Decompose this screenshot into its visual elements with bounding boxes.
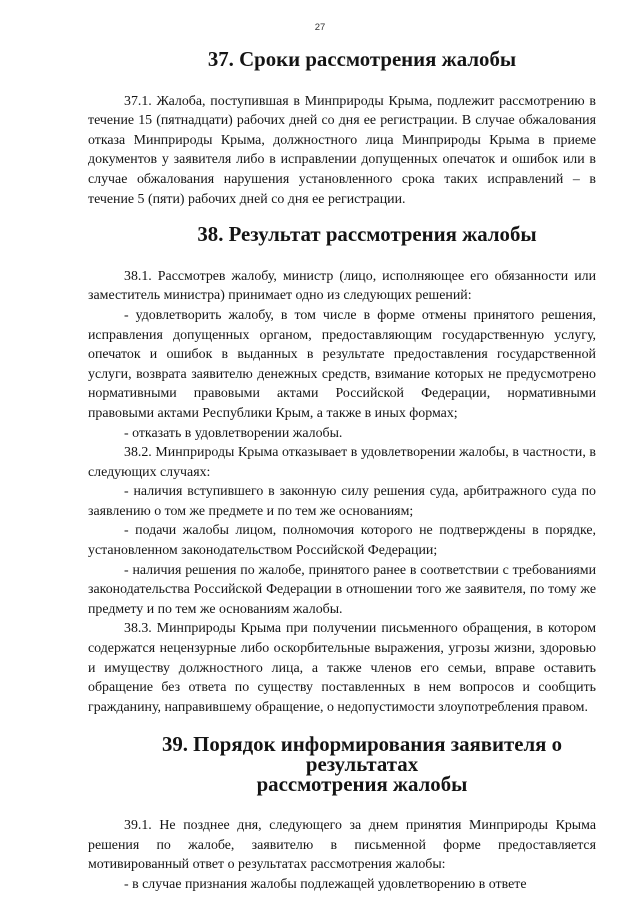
section-39-heading-line-1: 39. Порядок информирования заявителя о результатах [161, 732, 563, 776]
document-body [88, 47, 596, 895]
paragraph-38-1-option-satisfy: - удовлетворить жалобу, в том числе в форме отмены принятого решения, исправления допущенных органом, предоставляющим государственную услугу, опечаток и ошибок в выданных в результате предоставления государственной услуги, возврата заявителю денежных средств, взимание которых не предусмотрено нормативными правовыми актами Российской Федерации, нормативными правовыми актами Республики Крым, а также в иных формах; [88, 307, 596, 421]
section-37-heading: 37. Сроки рассмотрения жалобы [207, 47, 517, 71]
paragraph-38-2-case-prior-decision: - наличия решения по жалобе, принятого ранее в соответствии с требованиями законодательства Российской Федерации в отношении того же заявителя, по тому же предмету и по тем же основаниям жалобы. [88, 562, 596, 617]
paragraph-38-2-case-authority: - подачи жалобы лицом, полномочия которого не подтверждены в порядке, установленном законодательством Российской Федерации; [88, 523, 596, 559]
paragraph-38-1-option-refuse: - отказать в удовлетворении жалобы. [124, 425, 343, 441]
section-38-heading: 38. Результат рассмотрения жалобы [197, 222, 537, 247]
paragraph-38-2-case-court: - наличия вступившего в законную силу решения суда, арбитражного суда по заявлению о том же предмете и по тем же основаниям; [88, 484, 596, 519]
paragraph-37-1: 37.1. Жалоба, поступившая в Минприроды Крыма, подлежит рассмотрению в течение 15 (пятнадцати) рабочих дней со дня ее регистрации. В случае обжалования отказа Минприроды Крыма, должностного лица Минприроды Крыма в приеме документов у заявителя либо в исправлении допущенных опечаток и ошибок или в случае обжалования нарушения установленного срока таких исправлений – в течение 5 (пяти) рабочих дней со дня ее регистрации. [88, 93, 596, 207]
paragraph-39-1: 39.1. Не позднее дня, следующего за днем принятия Минприроды Крыма решения по жалобе, заявителю в письменной форме предоставляется мотивированный ответ о результатах рассмотрения жалобы: [88, 818, 596, 873]
paragraph-38-1: 38.1. Рассмотрев жалобу, министр (лицо, исполняющее его обязанности или заместитель министра) принимает одно из следующих решений: [88, 268, 596, 304]
section-39-heading-line-2: рассмотрения жалобы [256, 771, 468, 796]
paragraph-38-3: 38.3. Минприроды Крыма при получении письменного обращения, в котором содержатся нецензурные либо оскорбительные выражения, угрозы жизни, здоровью и имуществу должностного лица, а также членов его семьи, вправе оставить обращение без ответа по существу поставленных в нем вопросов и сообщить гражданину, направившему обращение, о недопустимости злоупотребления правом. [88, 621, 596, 715]
paragraph-38-2: 38.2. Минприроды Крыма отказывает в удовлетворении жалобы, в частности, в следующих случаях: [88, 445, 596, 480]
paragraph-39-1-case-satisfied: - в случае признания жалобы подлежащей удовлетворению в ответе [124, 876, 527, 892]
section-39-heading [88, 732, 596, 796]
page-number: 27 [314, 22, 326, 33]
